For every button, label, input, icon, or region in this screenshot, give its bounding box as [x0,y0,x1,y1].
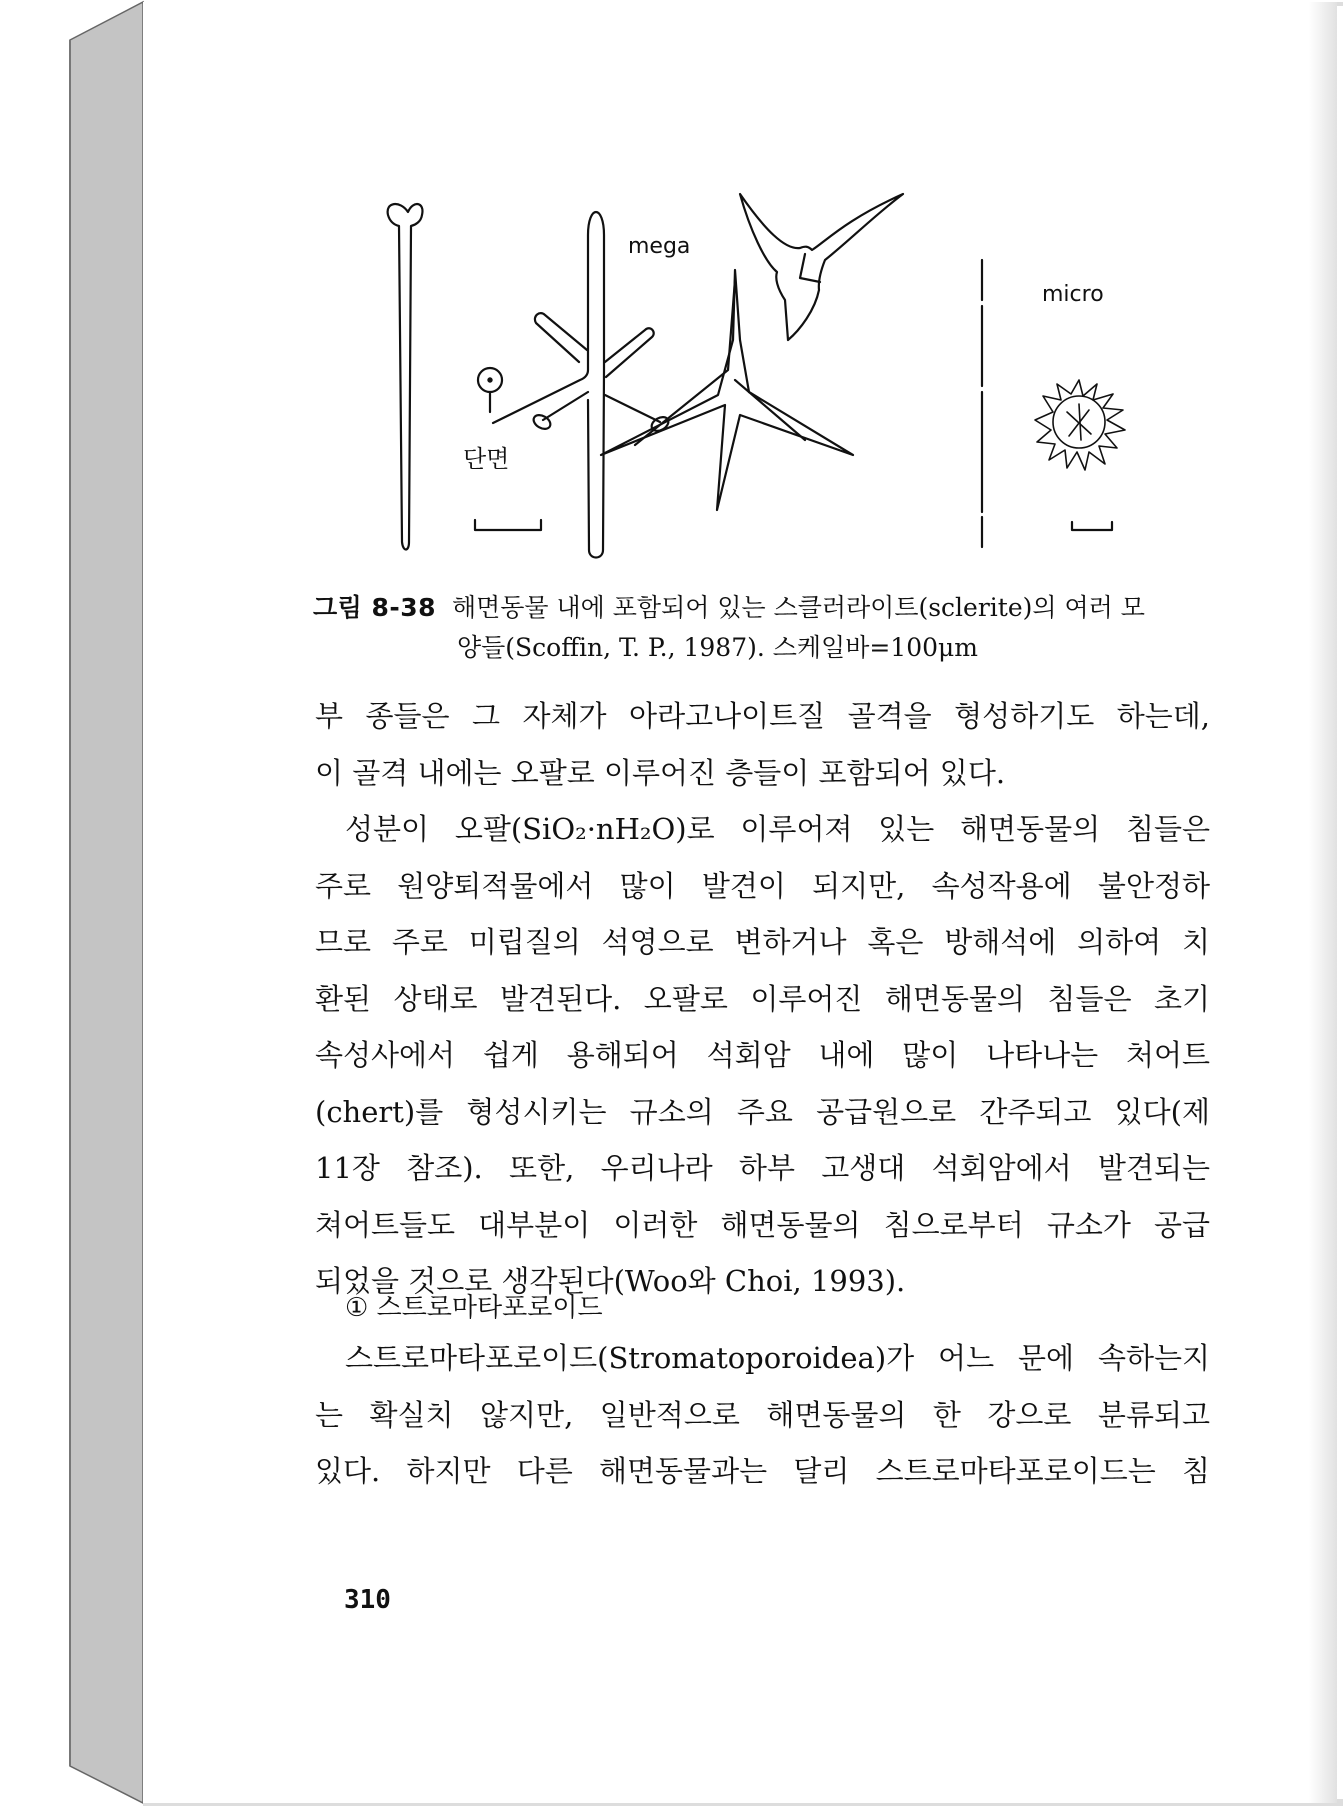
caption-text-1: 해면동물 내에 포함되어 있는 스클러라이트(sclerite)의 여러 모 [451,593,1145,622]
label-cross-section: 단면 [463,445,510,473]
text-line: 성분이 오팔(SiO₂·nH₂O)로 이루어져 있는 해면동물의 침들은 [345,812,1210,846]
caption-number: 그림 8-38 [313,593,437,622]
text-line: 므로 주로 미립질의 석영으로 변하거나 혹은 방해석에 의하여 치 [315,925,1210,959]
text-line: 있다. 하지만 다른 해면동물과는 달리 스트로마타포로이드는 침 [315,1454,1210,1488]
text-line: 는 확실치 않지만, 일반적으로 해면동물의 한 강으로 분류되고 [315,1397,1210,1432]
label-mega: mega [628,234,691,259]
page-edge-shadow [1309,2,1337,1803]
text-line: 속성사에서 쉽게 용해되어 석회암 내에 많이 나타나는 처어트 [315,1038,1210,1072]
sclerite-triradiate-large [601,270,853,510]
scale-bar-right [1072,522,1112,530]
scale-bar-left [475,520,541,530]
section-heading: ① 스트로마타포로이드 [345,1293,603,1323]
figure-caption [313,588,1213,668]
text-line: 쳐어트들도 대부분이 이러한 해면동물의 침으로부터 규소가 공급 [315,1207,1210,1242]
page-number: 310 [344,1585,391,1615]
text-line: 스트로마타포로이드(Stromatoporoidea)가 어느 문에 속하는지 [345,1341,1210,1375]
sclerite-figure [345,190,1145,570]
text-line: 11장 참조). 또한, 우리나라 하부 고생대 석회암에서 발견되는 [315,1151,1210,1185]
caption-line-1 [313,588,1213,628]
sclerite-microsclere-aster [1035,380,1125,470]
caption-line-2: 양들(Scoffin, T. P., 1987). 스케일바=100μm [457,633,978,662]
text-line: 주로 원양퇴적물에서 많이 발견이 되지만, 속성작용에 불안정하 [315,868,1210,903]
text-line: 이 골격 내에는 오팔로 이루어진 층들이 포함되어 있다. [315,755,1006,790]
sclerite-triradiate-small [740,194,903,340]
label-micro: micro [1042,282,1104,307]
text-line: (chert)를 형성시키는 규소의 주요 공급원으로 간주되고 있다(제 [315,1094,1210,1129]
text-line: 부 종들은 그 자체가 아라고나이트질 골격을 형성하기도 하는데, [315,699,1210,733]
sclerite-cross-spine [493,212,604,558]
text-line: 되었을 것으로 생각된다(Woo와 Choi, 1993). [315,1264,906,1298]
section-paragraph [315,1330,1210,1500]
text-line: 환된 상태로 발견된다. 오팔로 이루어진 해면동물의 침들은 초기 [315,981,1210,1016]
body-paragraphs [315,688,1210,1310]
sclerite-heart-spine [388,204,423,549]
